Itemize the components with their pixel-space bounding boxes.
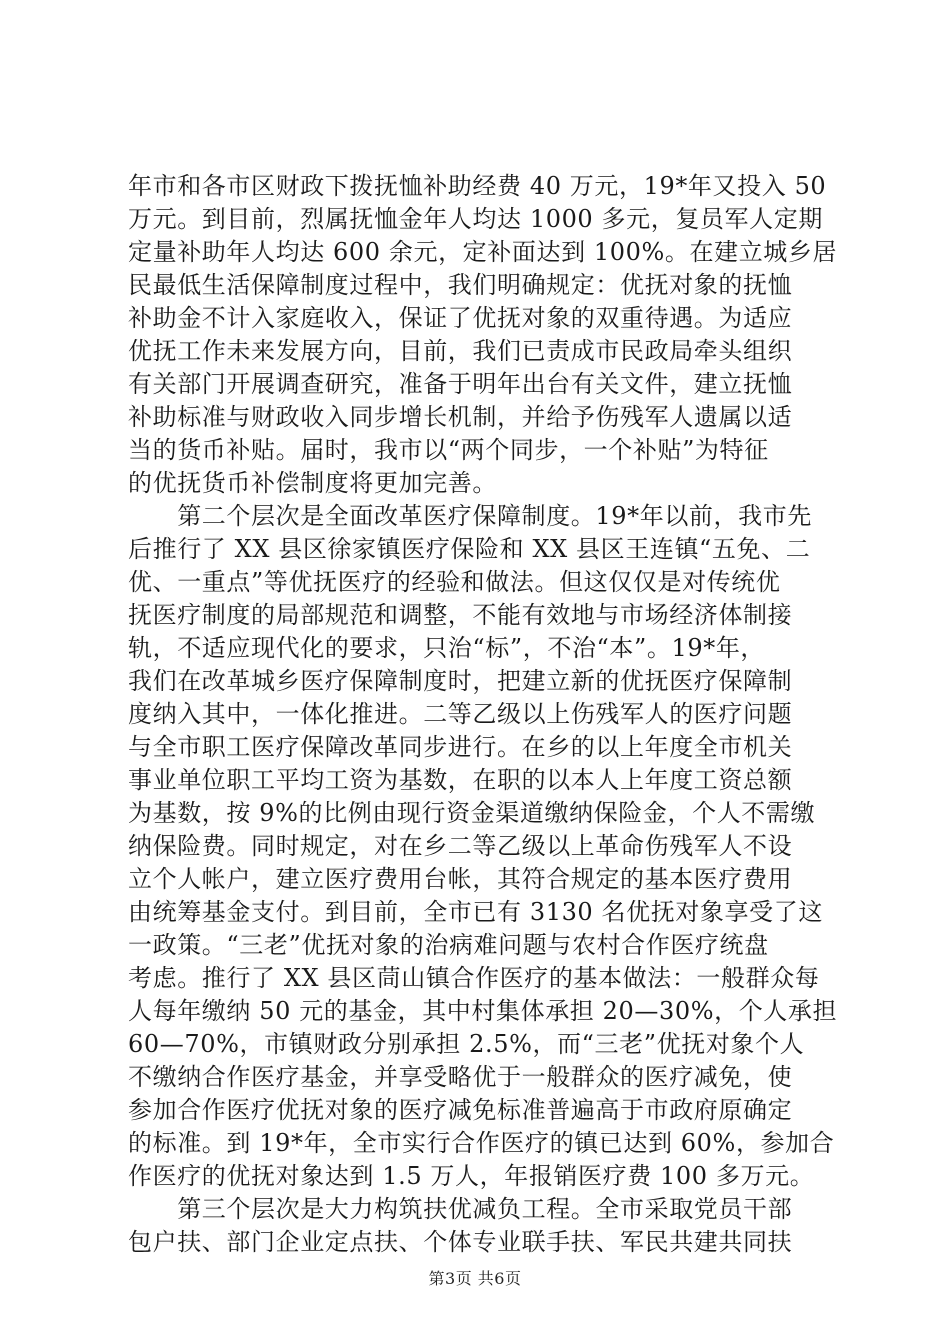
- text-line: 60—70%，市镇财政分别承担 2.5%，而“三老”优抚对象个人: [128, 1030, 805, 1058]
- text-line: 纳保险费。同时规定，对在乡二等乙级以上革命伤残军人不设: [128, 832, 793, 860]
- text-line: 定量补助年人均达 600 余元，定补面达到 100%。在建立城乡居: [128, 238, 838, 266]
- text-line: 后推行了 XX 县区徐家镇医疗保险和 XX 县区王连镇“五免、二: [128, 535, 811, 563]
- body-text: [128, 170, 848, 1259]
- text-line: 度纳入其中，一体化推进。二等乙级以上伤残军人的医疗问题: [128, 700, 793, 728]
- text-line: 不缴纳合作医疗基金，并享受略优于一般群众的医疗减免，使: [128, 1063, 793, 1091]
- text-line: 事业单位职工平均工资为基数，在职的以本人上年度工资总额: [128, 766, 793, 794]
- text-line: 有关部门开展调查研究，准备于明年出台有关文件，建立抚恤: [128, 370, 793, 398]
- text-line: 的标准。到 19*年，全市实行合作医疗的镇已达到 60%，参加合: [128, 1129, 835, 1157]
- text-line: 年市和各市区财政下拨抚恤补助经费 40 万元，19*年又投入 50: [128, 172, 827, 200]
- text-line: 第三个层次是大力构筑扶优减负工程。全市采取党员干部: [128, 1195, 793, 1223]
- text-line: 与全市职工医疗保障改革同步进行。在乡的以上年度全市机关: [128, 733, 793, 761]
- text-line: 一政策。“三老”优抚对象的治病难问题与农村合作医疗统盘: [128, 931, 769, 959]
- text-line: 第二个层次是全面改革医疗保障制度。19*年以前，我市先: [128, 502, 812, 530]
- text-line: 为基数，按 9%的比例由现行资金渠道缴纳保险金，个人不需缴: [128, 799, 816, 827]
- text-line: 当的货币补贴。届时，我市以“两个同步，一个补贴”为特征: [128, 436, 769, 464]
- text-line: 万元。到目前，烈属抚恤金年人均达 1000 多元，复员军人定期: [128, 205, 823, 233]
- text-line: 补助标准与财政收入同步增长机制，并给予伤残军人遗属以适: [128, 403, 793, 431]
- text-line: 补助金不计入家庭收入，保证了优抚对象的双重待遇。为适应: [128, 304, 793, 332]
- text-line: 作医疗的优抚对象达到 1.5 万人，年报销医疗费 100 多万元。: [128, 1162, 815, 1190]
- text-line: 包户扶、部门企业定点扶、个体专业联手扶、军民共建共同扶: [128, 1228, 793, 1256]
- text-line: 优抚工作未来发展方向，目前，我们已责成市民政局牵头组织: [128, 337, 793, 365]
- text-line: 由统筹基金支付。到目前，全市已有 3130 名优抚对象享受了这: [128, 898, 823, 926]
- page-footer: 第3页 共6页: [428, 1269, 522, 1288]
- text-line: 人每年缴纳 50 元的基金，其中村集体承担 20—30%，个人承担: [128, 997, 838, 1025]
- text-line: 我们在改革城乡医疗保障制度时，把建立新的优抚医疗保障制: [128, 667, 793, 695]
- text-line: 立个人帐户，建立医疗费用台帐，其符合规定的基本医疗费用: [128, 865, 793, 893]
- text-line: 优、一重点”等优抚医疗的经验和做法。但这仅仅是对传统优: [128, 568, 781, 596]
- text-line: 轨，不适应现代化的要求，只治“标”，不治“本”。19*年，: [128, 634, 766, 662]
- text-line: 的优抚货币补偿制度将更加完善。: [128, 469, 497, 497]
- text-line: 抚医疗制度的局部规范和调整，不能有效地与市场经济体制接: [128, 601, 793, 629]
- text-line: 民最低生活保障制度过程中，我们明确规定：优抚对象的抚恤: [128, 271, 793, 299]
- text-line: 参加合作医疗优抚对象的医疗减免标准普遍高于市政府原确定: [128, 1096, 793, 1124]
- text-line: 考虑。推行了 XX 县区茼山镇合作医疗的基本做法：一般群众每: [128, 964, 820, 992]
